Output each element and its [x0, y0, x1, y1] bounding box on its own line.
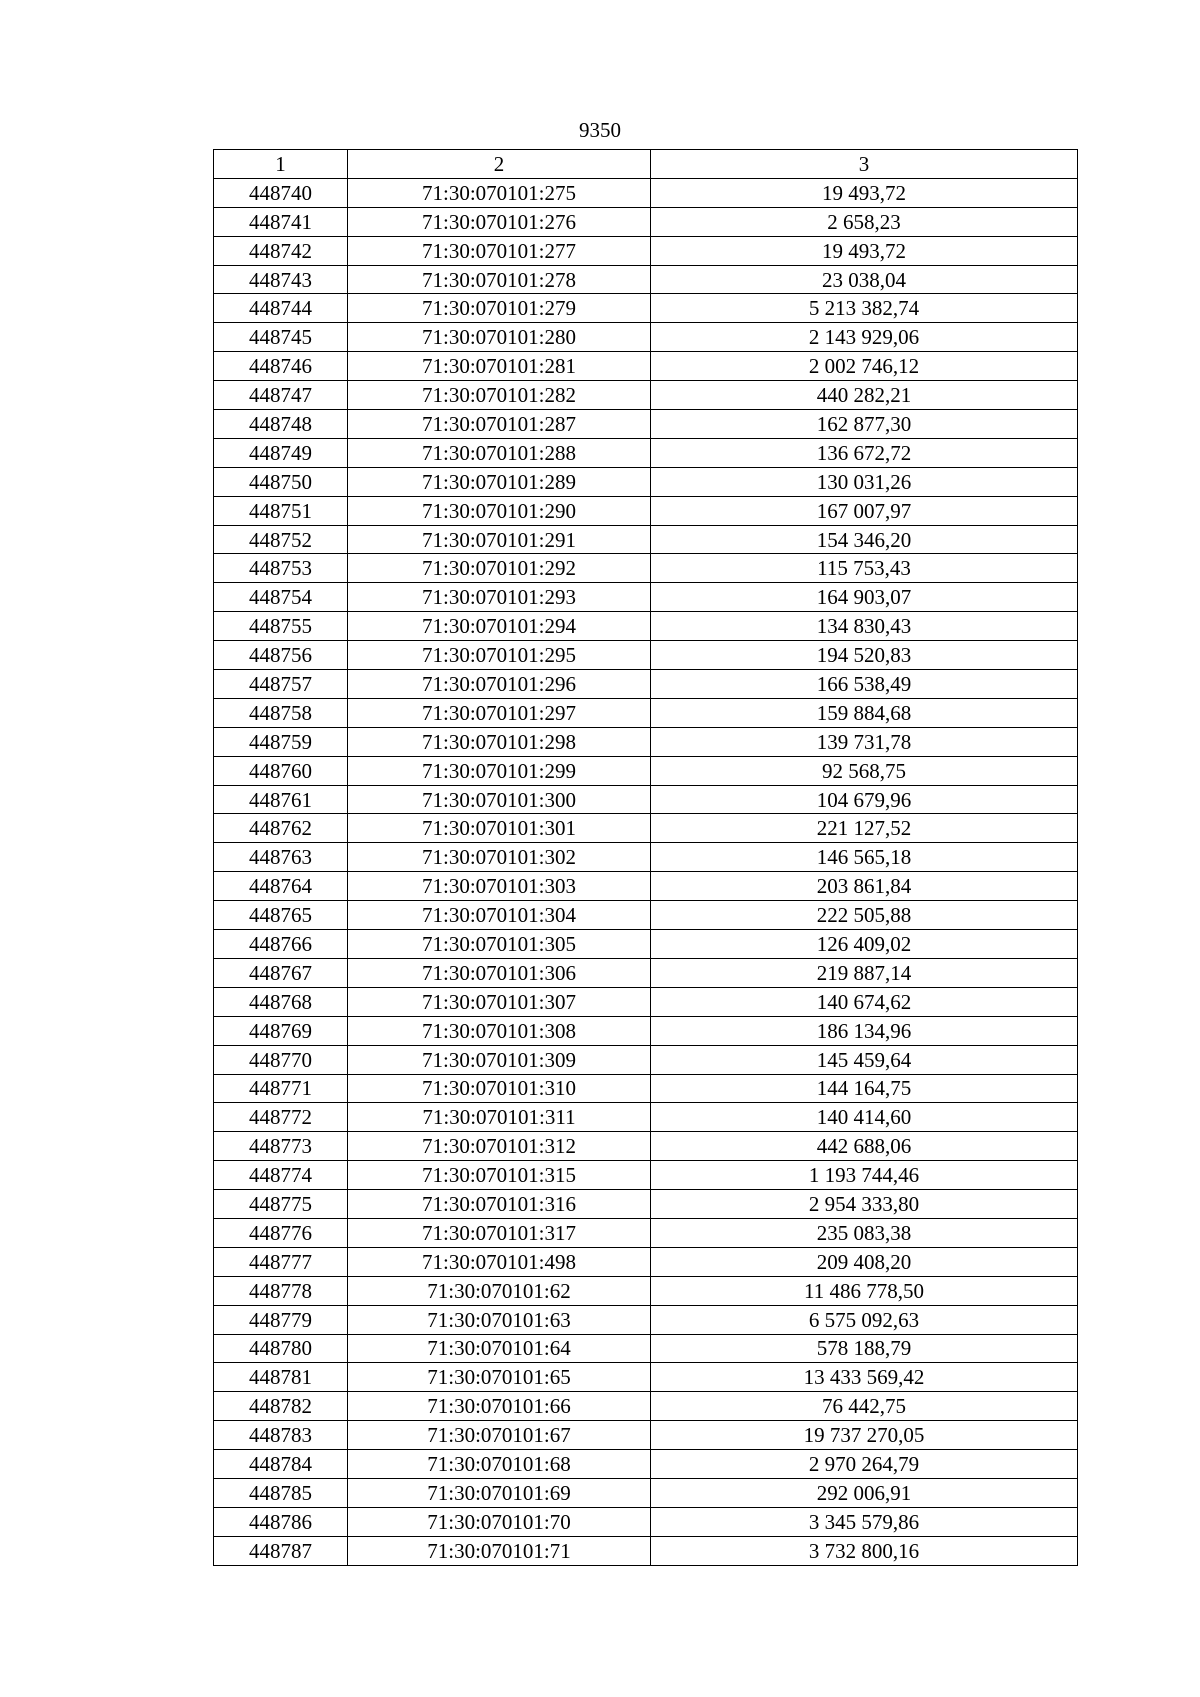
cadastral-number-cell: 71:30:070101:63 — [348, 1305, 651, 1334]
row-number-cell: 448769 — [214, 1016, 348, 1045]
table-row — [214, 1190, 1078, 1219]
table-row — [214, 1363, 1078, 1392]
table-row — [214, 756, 1078, 785]
row-number-cell: 448787 — [214, 1536, 348, 1565]
row-number-cell: 448745 — [214, 323, 348, 352]
cadastral-value-cell: 167 007,97 — [651, 496, 1078, 525]
row-number-cell: 448746 — [214, 352, 348, 381]
row-number-cell: 448776 — [214, 1218, 348, 1247]
cadastral-value-cell: 140 414,60 — [651, 1103, 1078, 1132]
cadastral-number-cell: 71:30:070101:64 — [348, 1334, 651, 1363]
row-number-cell: 448748 — [214, 410, 348, 439]
table-row — [214, 1016, 1078, 1045]
row-number-cell: 448756 — [214, 641, 348, 670]
table-row — [214, 727, 1078, 756]
table-row — [214, 496, 1078, 525]
cadastral-number-cell: 71:30:070101:280 — [348, 323, 651, 352]
table-row — [214, 814, 1078, 843]
table-row — [214, 410, 1078, 439]
cadastral-number-cell: 71:30:070101:295 — [348, 641, 651, 670]
column-header-3: 3 — [651, 150, 1078, 179]
row-number-cell: 448753 — [214, 554, 348, 583]
row-number-cell: 448784 — [214, 1450, 348, 1479]
table-row — [214, 1074, 1078, 1103]
cadastral-value-cell: 3 732 800,16 — [651, 1536, 1078, 1565]
row-number-cell: 448747 — [214, 381, 348, 410]
cadastral-value-cell: 6 575 092,63 — [651, 1305, 1078, 1334]
cadastral-value-cell: 126 409,02 — [651, 930, 1078, 959]
cadastral-value-cell: 136 672,72 — [651, 438, 1078, 467]
row-number-cell: 448757 — [214, 670, 348, 699]
table-row — [214, 1421, 1078, 1450]
table-header-row — [214, 150, 1078, 179]
row-number-cell: 448760 — [214, 756, 348, 785]
cadastral-value-cell: 194 520,83 — [651, 641, 1078, 670]
cadastral-value-cell: 292 006,91 — [651, 1478, 1078, 1507]
cadastral-value-cell: 139 731,78 — [651, 727, 1078, 756]
cadastral-number-cell: 71:30:070101:311 — [348, 1103, 651, 1132]
cadastral-value-cell: 2 658,23 — [651, 207, 1078, 236]
row-number-cell: 448764 — [214, 872, 348, 901]
table-row — [214, 1450, 1078, 1479]
cadastral-value-cell: 154 346,20 — [651, 525, 1078, 554]
cadastral-value-cell: 203 861,84 — [651, 872, 1078, 901]
cadastral-value-cell: 186 134,96 — [651, 1016, 1078, 1045]
table-row — [214, 1478, 1078, 1507]
table-row — [214, 641, 1078, 670]
table-row — [214, 438, 1078, 467]
column-header-2: 2 — [348, 150, 651, 179]
table-row — [214, 381, 1078, 410]
cadastral-number-cell: 71:30:070101:289 — [348, 467, 651, 496]
row-number-cell: 448755 — [214, 612, 348, 641]
row-number-cell: 448740 — [214, 178, 348, 207]
table-row — [214, 785, 1078, 814]
table-row — [214, 1507, 1078, 1536]
table-row — [214, 323, 1078, 352]
table-row — [214, 901, 1078, 930]
row-number-cell: 448770 — [214, 1045, 348, 1074]
cadastral-number-cell: 71:30:070101:310 — [348, 1074, 651, 1103]
cadastral-value-cell: 11 486 778,50 — [651, 1276, 1078, 1305]
cadastral-number-cell: 71:30:070101:288 — [348, 438, 651, 467]
row-number-cell: 448778 — [214, 1276, 348, 1305]
cadastral-number-cell: 71:30:070101:298 — [348, 727, 651, 756]
row-number-cell: 448781 — [214, 1363, 348, 1392]
cadastral-number-cell: 71:30:070101:291 — [348, 525, 651, 554]
cadastral-value-cell: 2 970 264,79 — [651, 1450, 1078, 1479]
cadastral-number-cell: 71:30:070101:65 — [348, 1363, 651, 1392]
cadastral-number-cell: 71:30:070101:275 — [348, 178, 651, 207]
row-number-cell: 448768 — [214, 987, 348, 1016]
row-number-cell: 448779 — [214, 1305, 348, 1334]
row-number-cell: 448771 — [214, 1074, 348, 1103]
table-row — [214, 843, 1078, 872]
cadastral-value-cell: 13 433 569,42 — [651, 1363, 1078, 1392]
cadastral-value-cell: 144 164,75 — [651, 1074, 1078, 1103]
cadastral-number-cell: 71:30:070101:316 — [348, 1190, 651, 1219]
cadastral-value-cell: 219 887,14 — [651, 958, 1078, 987]
table-row — [214, 670, 1078, 699]
cadastral-value-cell: 578 188,79 — [651, 1334, 1078, 1363]
cadastral-number-cell: 71:30:070101:307 — [348, 987, 651, 1016]
row-number-cell: 448766 — [214, 930, 348, 959]
cadastral-value-cell: 442 688,06 — [651, 1132, 1078, 1161]
table-body — [214, 178, 1078, 1565]
row-number-cell: 448783 — [214, 1421, 348, 1450]
cadastral-value-cell: 23 038,04 — [651, 265, 1078, 294]
cadastral-number-cell: 71:30:070101:308 — [348, 1016, 651, 1045]
table-row — [214, 352, 1078, 381]
cadastral-value-cell: 209 408,20 — [651, 1247, 1078, 1276]
row-number-cell: 448775 — [214, 1190, 348, 1219]
cadastral-number-cell: 71:30:070101:312 — [348, 1132, 651, 1161]
cadastral-value-cell: 1 193 744,46 — [651, 1161, 1078, 1190]
cadastral-number-cell: 71:30:070101:71 — [348, 1536, 651, 1565]
cadastral-number-cell: 71:30:070101:299 — [348, 756, 651, 785]
column-header-1: 1 — [214, 150, 348, 179]
cadastral-number-cell: 71:30:070101:306 — [348, 958, 651, 987]
cadastral-value-cell: 104 679,96 — [651, 785, 1078, 814]
cadastral-value-cell: 166 538,49 — [651, 670, 1078, 699]
cadastral-number-cell: 71:30:070101:315 — [348, 1161, 651, 1190]
table-row — [214, 1132, 1078, 1161]
table-row — [214, 467, 1078, 496]
table-row — [214, 554, 1078, 583]
table-row — [214, 1392, 1078, 1421]
page-number: 9350 — [579, 118, 621, 142]
table-row — [214, 1247, 1078, 1276]
cadastral-value-cell: 19 493,72 — [651, 236, 1078, 265]
cadastral-number-cell: 71:30:070101:309 — [348, 1045, 651, 1074]
cadastral-number-cell: 71:30:070101:305 — [348, 930, 651, 959]
row-number-cell: 448763 — [214, 843, 348, 872]
cadastral-value-cell: 2 954 333,80 — [651, 1190, 1078, 1219]
table-row — [214, 987, 1078, 1016]
table-row — [214, 698, 1078, 727]
cadastral-value-cell: 2 002 746,12 — [651, 352, 1078, 381]
cadastral-number-cell: 71:30:070101:293 — [348, 583, 651, 612]
cadastral-number-cell: 71:30:070101:303 — [348, 872, 651, 901]
cadastral-value-cell: 76 442,75 — [651, 1392, 1078, 1421]
row-number-cell: 448752 — [214, 525, 348, 554]
row-number-cell: 448785 — [214, 1478, 348, 1507]
cadastral-value-cell: 164 903,07 — [651, 583, 1078, 612]
cadastral-value-cell: 145 459,64 — [651, 1045, 1078, 1074]
table-row — [214, 1218, 1078, 1247]
cadastral-number-cell: 71:30:070101:287 — [348, 410, 651, 439]
cadastral-number-cell: 71:30:070101:294 — [348, 612, 651, 641]
cadastral-number-cell: 71:30:070101:279 — [348, 294, 651, 323]
table-row — [214, 1536, 1078, 1565]
cadastral-value-cell: 140 674,62 — [651, 987, 1078, 1016]
row-number-cell: 448762 — [214, 814, 348, 843]
cadastral-value-cell: 5 213 382,74 — [651, 294, 1078, 323]
cadastral-number-cell: 71:30:070101:281 — [348, 352, 651, 381]
table-row — [214, 930, 1078, 959]
cadastral-number-cell: 71:30:070101:278 — [348, 265, 651, 294]
cadastral-number-cell: 71:30:070101:302 — [348, 843, 651, 872]
cadastral-number-cell: 71:30:070101:69 — [348, 1478, 651, 1507]
table-row — [214, 1334, 1078, 1363]
row-number-cell: 448786 — [214, 1507, 348, 1536]
cadastral-number-cell: 71:30:070101:317 — [348, 1218, 651, 1247]
cadastral-value-cell: 222 505,88 — [651, 901, 1078, 930]
table-row — [214, 236, 1078, 265]
cadastral-value-cell: 235 083,38 — [651, 1218, 1078, 1247]
table-row — [214, 1276, 1078, 1305]
table-row — [214, 872, 1078, 901]
row-number-cell: 448759 — [214, 727, 348, 756]
row-number-cell: 448741 — [214, 207, 348, 236]
row-number-cell: 448780 — [214, 1334, 348, 1363]
row-number-cell: 448774 — [214, 1161, 348, 1190]
table-row — [214, 294, 1078, 323]
cadastral-value-cell: 19 493,72 — [651, 178, 1078, 207]
row-number-cell: 448749 — [214, 438, 348, 467]
row-number-cell: 448782 — [214, 1392, 348, 1421]
cadastral-number-cell: 71:30:070101:498 — [348, 1247, 651, 1276]
cadastral-number-cell: 71:30:070101:300 — [348, 785, 651, 814]
cadastral-number-cell: 71:30:070101:282 — [348, 381, 651, 410]
table-row — [214, 583, 1078, 612]
cadastral-number-cell: 71:30:070101:66 — [348, 1392, 651, 1421]
cadastral-value-cell: 92 568,75 — [651, 756, 1078, 785]
row-number-cell: 448758 — [214, 698, 348, 727]
row-number-cell: 448742 — [214, 236, 348, 265]
cadastral-number-cell: 71:30:070101:70 — [348, 1507, 651, 1536]
table-row — [214, 525, 1078, 554]
cadastral-number-cell: 71:30:070101:301 — [348, 814, 651, 843]
table-row — [214, 612, 1078, 641]
table-row — [214, 1305, 1078, 1334]
row-number-cell: 448767 — [214, 958, 348, 987]
row-number-cell: 448751 — [214, 496, 348, 525]
row-number-cell: 448772 — [214, 1103, 348, 1132]
row-number-cell: 448761 — [214, 785, 348, 814]
cadastral-value-cell: 159 884,68 — [651, 698, 1078, 727]
table-row — [214, 178, 1078, 207]
table-row — [214, 1103, 1078, 1132]
row-number-cell: 448765 — [214, 901, 348, 930]
cadastral-value-cell: 440 282,21 — [651, 381, 1078, 410]
table-row — [214, 1045, 1078, 1074]
row-number-cell: 448750 — [214, 467, 348, 496]
row-number-cell: 448777 — [214, 1247, 348, 1276]
cadastral-number-cell: 71:30:070101:277 — [348, 236, 651, 265]
cadastral-number-cell: 71:30:070101:290 — [348, 496, 651, 525]
cadastral-number-cell: 71:30:070101:292 — [348, 554, 651, 583]
cadastral-value-cell: 146 565,18 — [651, 843, 1078, 872]
row-number-cell: 448743 — [214, 265, 348, 294]
cadastral-value-cell: 130 031,26 — [651, 467, 1078, 496]
cadastral-number-cell: 71:30:070101:296 — [348, 670, 651, 699]
cadastral-number-cell: 71:30:070101:67 — [348, 1421, 651, 1450]
table-row — [214, 958, 1078, 987]
cadastral-number-cell: 71:30:070101:276 — [348, 207, 651, 236]
cadastral-number-cell: 71:30:070101:62 — [348, 1276, 651, 1305]
cadastral-value-cell: 134 830,43 — [651, 612, 1078, 641]
cadastral-value-cell: 115 753,43 — [651, 554, 1078, 583]
cadastral-value-cell: 3 345 579,86 — [651, 1507, 1078, 1536]
cadastral-number-cell: 71:30:070101:68 — [348, 1450, 651, 1479]
cadastral-value-cell: 19 737 270,05 — [651, 1421, 1078, 1450]
table-row — [214, 207, 1078, 236]
cadastral-value-cell: 2 143 929,06 — [651, 323, 1078, 352]
cadastral-value-table — [213, 149, 1078, 1566]
table-row — [214, 265, 1078, 294]
cadastral-number-cell: 71:30:070101:297 — [348, 698, 651, 727]
cadastral-value-cell: 221 127,52 — [651, 814, 1078, 843]
row-number-cell: 448773 — [214, 1132, 348, 1161]
row-number-cell: 448744 — [214, 294, 348, 323]
table-row — [214, 1161, 1078, 1190]
cadastral-value-cell: 162 877,30 — [651, 410, 1078, 439]
row-number-cell: 448754 — [214, 583, 348, 612]
cadastral-number-cell: 71:30:070101:304 — [348, 901, 651, 930]
